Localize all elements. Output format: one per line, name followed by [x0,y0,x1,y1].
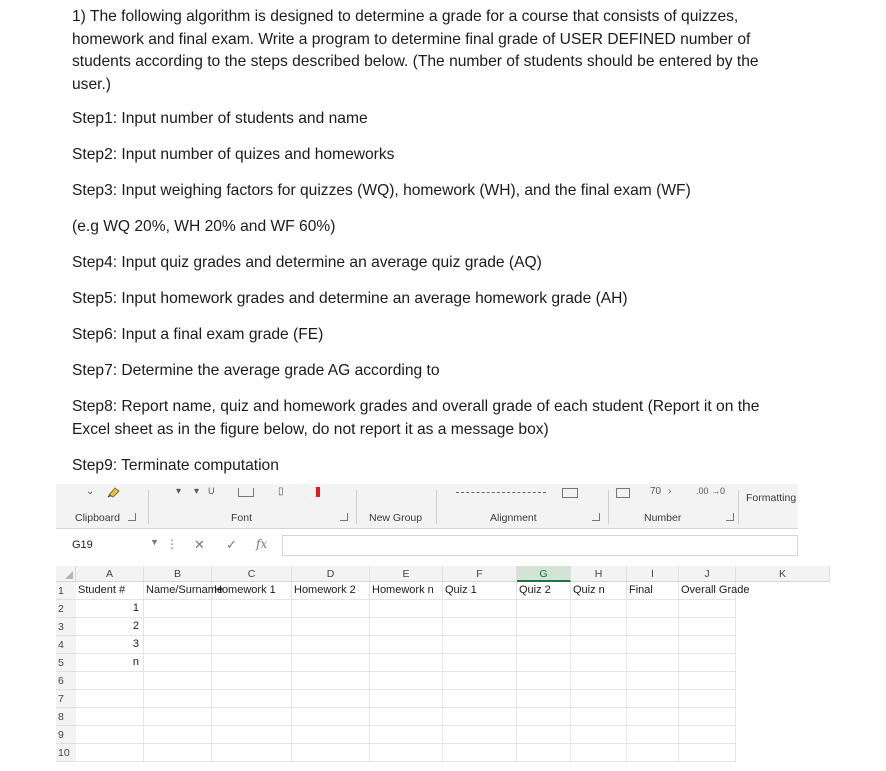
row-header-9[interactable]: 9 [56,726,76,744]
cell-b10[interactable] [144,744,212,762]
comma-style-icon[interactable]: › [668,486,672,497]
cell-g6[interactable] [517,672,571,690]
cell-g7[interactable] [517,690,571,708]
column-header-i[interactable]: I [627,566,679,582]
step-7: Step7: Determine the average grade AG according to [72,362,440,379]
cell-j6[interactable] [679,672,736,690]
column-header-c[interactable]: C [212,566,292,582]
group-clipboard-label: Clipboard [75,512,120,524]
font-launcher-icon[interactable] [340,513,348,521]
cell-b8[interactable] [144,708,212,726]
cell-b4[interactable] [144,636,212,654]
cell-a8[interactable] [76,708,144,726]
cell-a6[interactable] [76,672,144,690]
cell-h1[interactable]: Quiz n [571,582,627,600]
cell-e3[interactable] [370,618,443,636]
underline-icon[interactable]: U [208,486,215,496]
cell-f3[interactable] [443,618,517,636]
cell-a7[interactable] [76,690,144,708]
cell-b1[interactable]: Name/Surname [144,582,212,600]
cell-e6[interactable] [370,672,443,690]
enter-icon[interactable]: ✓ [226,537,237,552]
step-1: Step1: Input number of students and name [72,110,368,127]
group-alignment-label: Alignment [490,512,537,524]
cell-j5[interactable] [679,654,736,672]
cell-h10[interactable] [571,744,627,762]
column-header-j[interactable]: J [679,566,736,582]
merge-center-icon[interactable] [562,488,578,498]
cell-g10[interactable] [517,744,571,762]
cell-i6[interactable] [627,672,679,690]
row-header-10[interactable]: 10 [56,744,76,762]
cell-d5[interactable] [292,654,370,672]
group-number-label: Number [644,512,682,524]
borders-icon[interactable] [238,488,254,497]
cell-e1[interactable]: Homework n [370,582,443,600]
column-header-h[interactable]: H [571,566,627,582]
cell-d9[interactable] [292,726,370,744]
step-5: Step5: Input homework grades and determine an average homework grade (AH) [72,290,628,307]
step-9: Step9: Terminate computation [72,457,279,474]
cell-c5[interactable] [212,654,292,672]
cell-h3[interactable] [571,618,627,636]
cell-f9[interactable] [443,726,517,744]
cell-g9[interactable] [517,726,571,744]
alignment-launcher-icon[interactable] [592,513,600,521]
group-font-label: Font [231,512,253,524]
cell-c3[interactable] [212,618,292,636]
cell-e8[interactable] [370,708,443,726]
cell-c7[interactable] [212,690,292,708]
cell-d10[interactable] [292,744,370,762]
cell-c9[interactable] [212,726,292,744]
cell-j7[interactable] [679,690,736,708]
column-header-f[interactable]: F [443,566,517,582]
cell-a5[interactable]: n [76,654,144,672]
cell-f7[interactable] [443,690,517,708]
row-header-3[interactable]: 3 [56,618,76,636]
cell-h8[interactable] [571,708,627,726]
clipboard-launcher-icon[interactable] [128,513,136,521]
fill-color-icon[interactable]: ▯ [278,486,284,497]
cell-c8[interactable] [212,708,292,726]
cell-j9[interactable] [679,726,736,744]
cell-h9[interactable] [571,726,627,744]
step-8: Step8: Report name, quiz and homework grades and overall grade of each student (Report it on the Excel sheet as in the figure below, do not report it as a message box) [72,398,760,438]
cell-f10[interactable] [443,744,517,762]
cell-b9[interactable] [144,726,212,744]
cell-b7[interactable] [144,690,212,708]
group-separator [148,490,149,524]
column-header-g[interactable]: G [517,566,571,582]
cell-d7[interactable] [292,690,370,708]
dropdown-arrow-icon[interactable]: ⌄ [86,486,95,497]
cell-b2[interactable] [144,600,212,618]
accounting-format-icon[interactable] [616,488,630,498]
row-header-1[interactable]: 1 [56,582,76,600]
row-header-5[interactable]: 5 [56,654,76,672]
font-color-icon[interactable] [316,487,320,497]
column-header-e[interactable]: E [370,566,443,582]
cell-h7[interactable] [571,690,627,708]
cell-g1[interactable]: Quiz 2 [517,582,571,600]
cancel-icon[interactable]: ✕ [194,537,205,552]
cell-b6[interactable] [144,672,212,690]
cell-i2[interactable] [627,600,679,618]
cell-e5[interactable] [370,654,443,672]
cell-j3[interactable] [679,618,736,636]
cell-i10[interactable] [627,744,679,762]
more-icon: ⋮ [166,537,177,551]
cell-h2[interactable] [571,600,627,618]
cell-e2[interactable] [370,600,443,618]
cell-b3[interactable] [144,618,212,636]
cell-h6[interactable] [571,672,627,690]
cell-i5[interactable] [627,654,679,672]
cell-a10[interactable] [76,744,144,762]
cell-a1[interactable]: Student # [76,582,144,600]
step-2: Step2: Input number of quizes and homeworks [72,146,395,163]
cell-j2[interactable] [679,600,736,618]
cell-g2[interactable] [517,600,571,618]
question-intro: 1) The following algorithm is designed to determine a grade for a course that consists of quizzes, homework and final exam. Write a program to determine final grade of USER DEFINED number of students according to the steps described below. (The number of students should be entered by the user.) [72,8,759,93]
column-header-k[interactable]: K [736,566,830,582]
cell-b5[interactable] [144,654,212,672]
group-separator [608,490,609,524]
row-header-6[interactable]: 6 [56,672,76,690]
row-header-7[interactable]: 7 [56,690,76,708]
insert-function-icon[interactable]: fx [256,537,268,551]
cell-e7[interactable] [370,690,443,708]
cell-i8[interactable] [627,708,679,726]
cell-d1[interactable]: Homework 2 [292,582,370,600]
cell-h4[interactable] [571,636,627,654]
cell-f4[interactable] [443,636,517,654]
cell-e9[interactable] [370,726,443,744]
cell-j10[interactable] [679,744,736,762]
step-4: Step4: Input quiz grades and determine an average quiz grade (AQ) [72,254,542,271]
decrease-decimal-icon[interactable]: .00 →0 [696,486,726,496]
cell-h5[interactable] [571,654,627,672]
excel-screenshot [56,484,798,771]
cell-j1[interactable]: Overall Grade [679,582,736,600]
cell-f6[interactable] [443,672,517,690]
formula-input[interactable] [282,535,798,556]
group-separator [738,490,739,524]
format-painter-icon[interactable] [106,485,122,499]
cell-i4[interactable] [627,636,679,654]
name-box[interactable] [68,536,156,554]
step-3-example: (e.g WQ 20%, WH 20% and WF 60%) [72,218,336,235]
cell-d2[interactable] [292,600,370,618]
group-new-group-label: New Group [369,512,423,524]
step-3: Step3: Input weighing factors for quizzes (WQ), homework (WH), and the final exam (WF) [72,182,691,199]
ribbon [56,484,798,529]
row-header-2[interactable]: 2 [56,600,76,618]
select-all-corner[interactable] [56,566,76,582]
conditional-formatting-label[interactable]: Formatting [746,492,797,504]
cell-d4[interactable] [292,636,370,654]
number-launcher-icon[interactable] [726,513,734,521]
cell-f8[interactable] [443,708,517,726]
name-box-dropdown-icon[interactable]: ▼ [150,537,159,547]
cell-j4[interactable] [679,636,736,654]
column-header-b[interactable]: B [144,566,212,582]
column-header-d[interactable]: D [292,566,370,582]
font-dropdown-icon[interactable]: ▾ [176,486,182,497]
cell-i3[interactable] [627,618,679,636]
cell-c1[interactable]: Homework 1 [212,582,292,600]
cell-d8[interactable] [292,708,370,726]
column-header-a[interactable]: A [76,566,144,582]
cell-i1[interactable]: Final [627,582,679,600]
cell-e10[interactable] [370,744,443,762]
cell-g3[interactable] [517,618,571,636]
cell-e4[interactable] [370,636,443,654]
cell-c2[interactable] [212,600,292,618]
cell-d3[interactable] [292,618,370,636]
cell-a4[interactable]: 3 [76,636,144,654]
cell-j8[interactable] [679,708,736,726]
row-header-8[interactable]: 8 [56,708,76,726]
group-separator [436,490,437,524]
font-size-dropdown-icon[interactable]: ▾ [194,486,200,497]
cell-i9[interactable] [627,726,679,744]
name-box-value: G19 [72,539,93,551]
cell-a9[interactable] [76,726,144,744]
cell-g4[interactable] [517,636,571,654]
cell-g8[interactable] [517,708,571,726]
cell-c6[interactable] [212,672,292,690]
cell-g5[interactable] [517,654,571,672]
cell-c4[interactable] [212,636,292,654]
group-separator [356,490,357,524]
cell-a3[interactable]: 2 [76,618,144,636]
step-6: Step6: Input a final exam grade (FE) [72,326,324,343]
percent-icon[interactable]: 70 [650,486,662,497]
cell-d6[interactable] [292,672,370,690]
formula-bar [56,532,798,558]
cell-c10[interactable] [212,744,292,762]
cell-i7[interactable] [627,690,679,708]
cell-a2[interactable]: 1 [76,600,144,618]
cell-f5[interactable] [443,654,517,672]
cell-f2[interactable] [443,600,517,618]
cell-f1[interactable]: Quiz 1 [443,582,517,600]
alignment-lines-icon[interactable] [456,492,546,494]
row-header-4[interactable]: 4 [56,636,76,654]
